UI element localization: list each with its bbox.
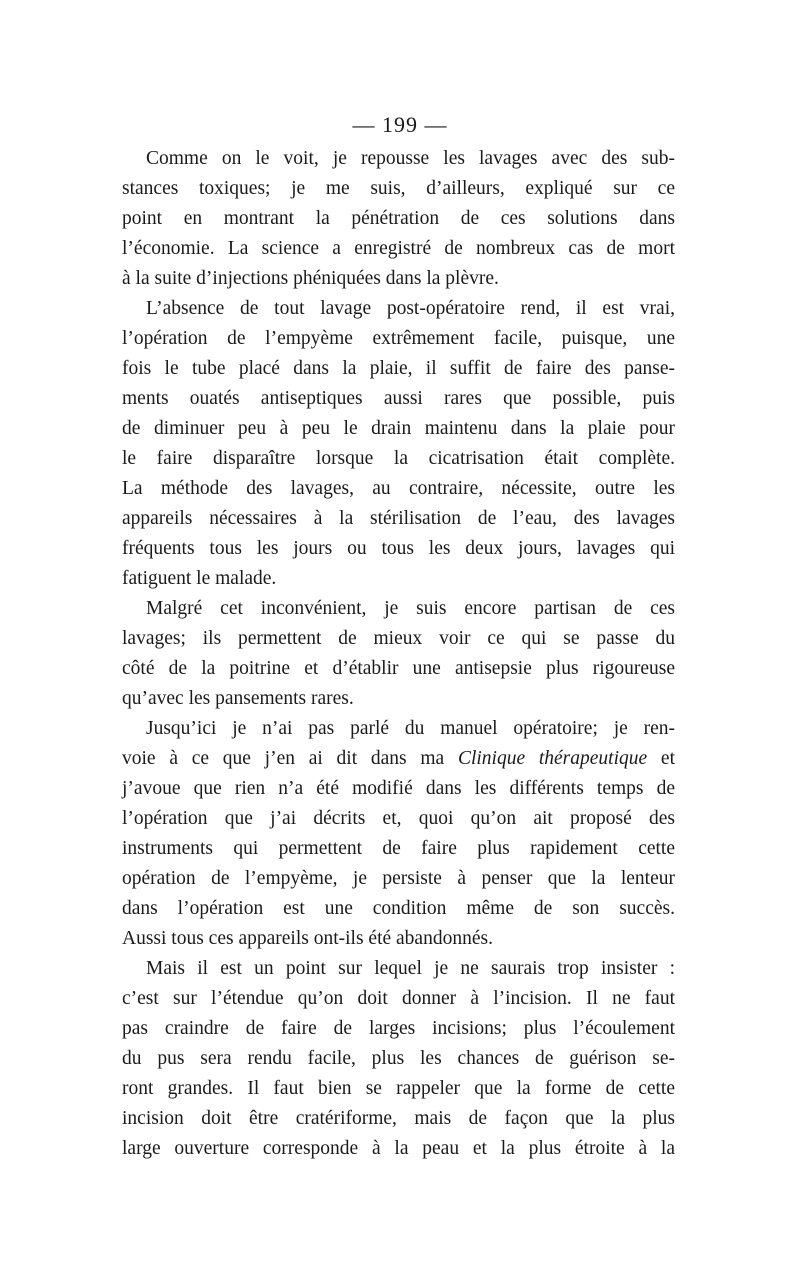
text-line: l’économie. La science a enregistré de nombreux cas de mort: [122, 238, 675, 259]
text-line: appareils nécessaires à la stérilisation de l’eau, des lavages: [122, 508, 675, 529]
text-line: La méthode des lavages, au contraire, nécessite, outre les: [122, 478, 675, 499]
text-line: instruments qui permettent de faire plus rapidement cette: [122, 838, 675, 859]
text-line: point en montrant la pénétration de ces solutions dans: [122, 208, 675, 229]
text-line: dans l’opération est une condition même de son succès.: [122, 898, 675, 919]
text-line: Mais il est un point sur lequel je ne saurais trop insister :: [146, 958, 675, 979]
text-line: lavages; ils permettent de mieux voir ce qui se passe du: [122, 628, 675, 649]
page-number: — 199 —: [352, 112, 448, 137]
text-line: à la suite d’injections phéniquées dans la plèvre.: [122, 268, 499, 289]
text-line: incision doit être cratériforme, mais de façon que la plus: [122, 1108, 675, 1129]
text-line: c’est sur l’étendue qu’on doit donner à l’incision. Il ne faut: [122, 988, 675, 1009]
text-line: le faire disparaître lorsque la cicatrisation était complète.: [122, 448, 675, 469]
text-line: qu’avec les pansements rares.: [122, 688, 354, 709]
text-line: de diminuer peu à peu le drain maintenu dans la plaie pour: [122, 418, 675, 439]
text-line: stances toxiques; je me suis, d’ailleurs, expliqué sur ce: [122, 178, 675, 199]
text-line: large ouverture corresponde à la peau et la plus étroite à la: [122, 1138, 675, 1159]
book-title-italic: Clinique thérapeutique: [457, 748, 648, 769]
text-line: ront grandes. Il faut bien se rappeler que la forme de cette: [122, 1078, 675, 1099]
text-line: fatiguent le malade.: [122, 568, 277, 589]
text-line-with-italic: voie à ce que j’en ai dit dans ma Clinique thérapeutique et: [122, 748, 675, 769]
text-line: fois le tube placé dans la plaie, il suffit de faire des panse-: [122, 358, 675, 379]
text-line: Jusqu’ici je n’ai pas parlé du manuel opératoire; je ren-: [146, 718, 675, 739]
text-line: l’opération que j’ai décrits et, quoi qu’on ait proposé des: [122, 808, 675, 829]
text-line: Comme on le voit, je repousse les lavages avec des sub-: [146, 148, 675, 169]
body-text: [122, 144, 675, 1164]
text-line: opération de l’empyème, je persiste à penser que la lenteur: [122, 868, 675, 889]
text-line: Aussi tous ces appareils ont-ils été abandonnés.: [122, 928, 493, 949]
text-line: j’avoue que rien n’a été modifié dans les différents temps de: [122, 778, 675, 799]
text-line: côté de la poitrine et d’établir une antisepsie plus rigoureuse: [122, 658, 675, 679]
text-line: pas craindre de faire de larges incisions; plus l’écoulement: [122, 1018, 675, 1039]
text-line: L’absence de tout lavage post-opératoire rend, il est vrai,: [146, 298, 675, 319]
text-line: ments ouatés antiseptiques aussi rares que possible, puis: [122, 388, 675, 409]
text-line: fréquents tous les jours ou tous les deux jours, lavages qui: [122, 538, 675, 559]
text-line: l’opération de l’empyème extrêmement facile, puisque, une: [122, 328, 675, 349]
text-line: Malgré cet inconvénient, je suis encore partisan de ces: [146, 598, 675, 619]
text-line: du pus sera rendu facile, plus les chances de guérison se-: [122, 1048, 675, 1069]
